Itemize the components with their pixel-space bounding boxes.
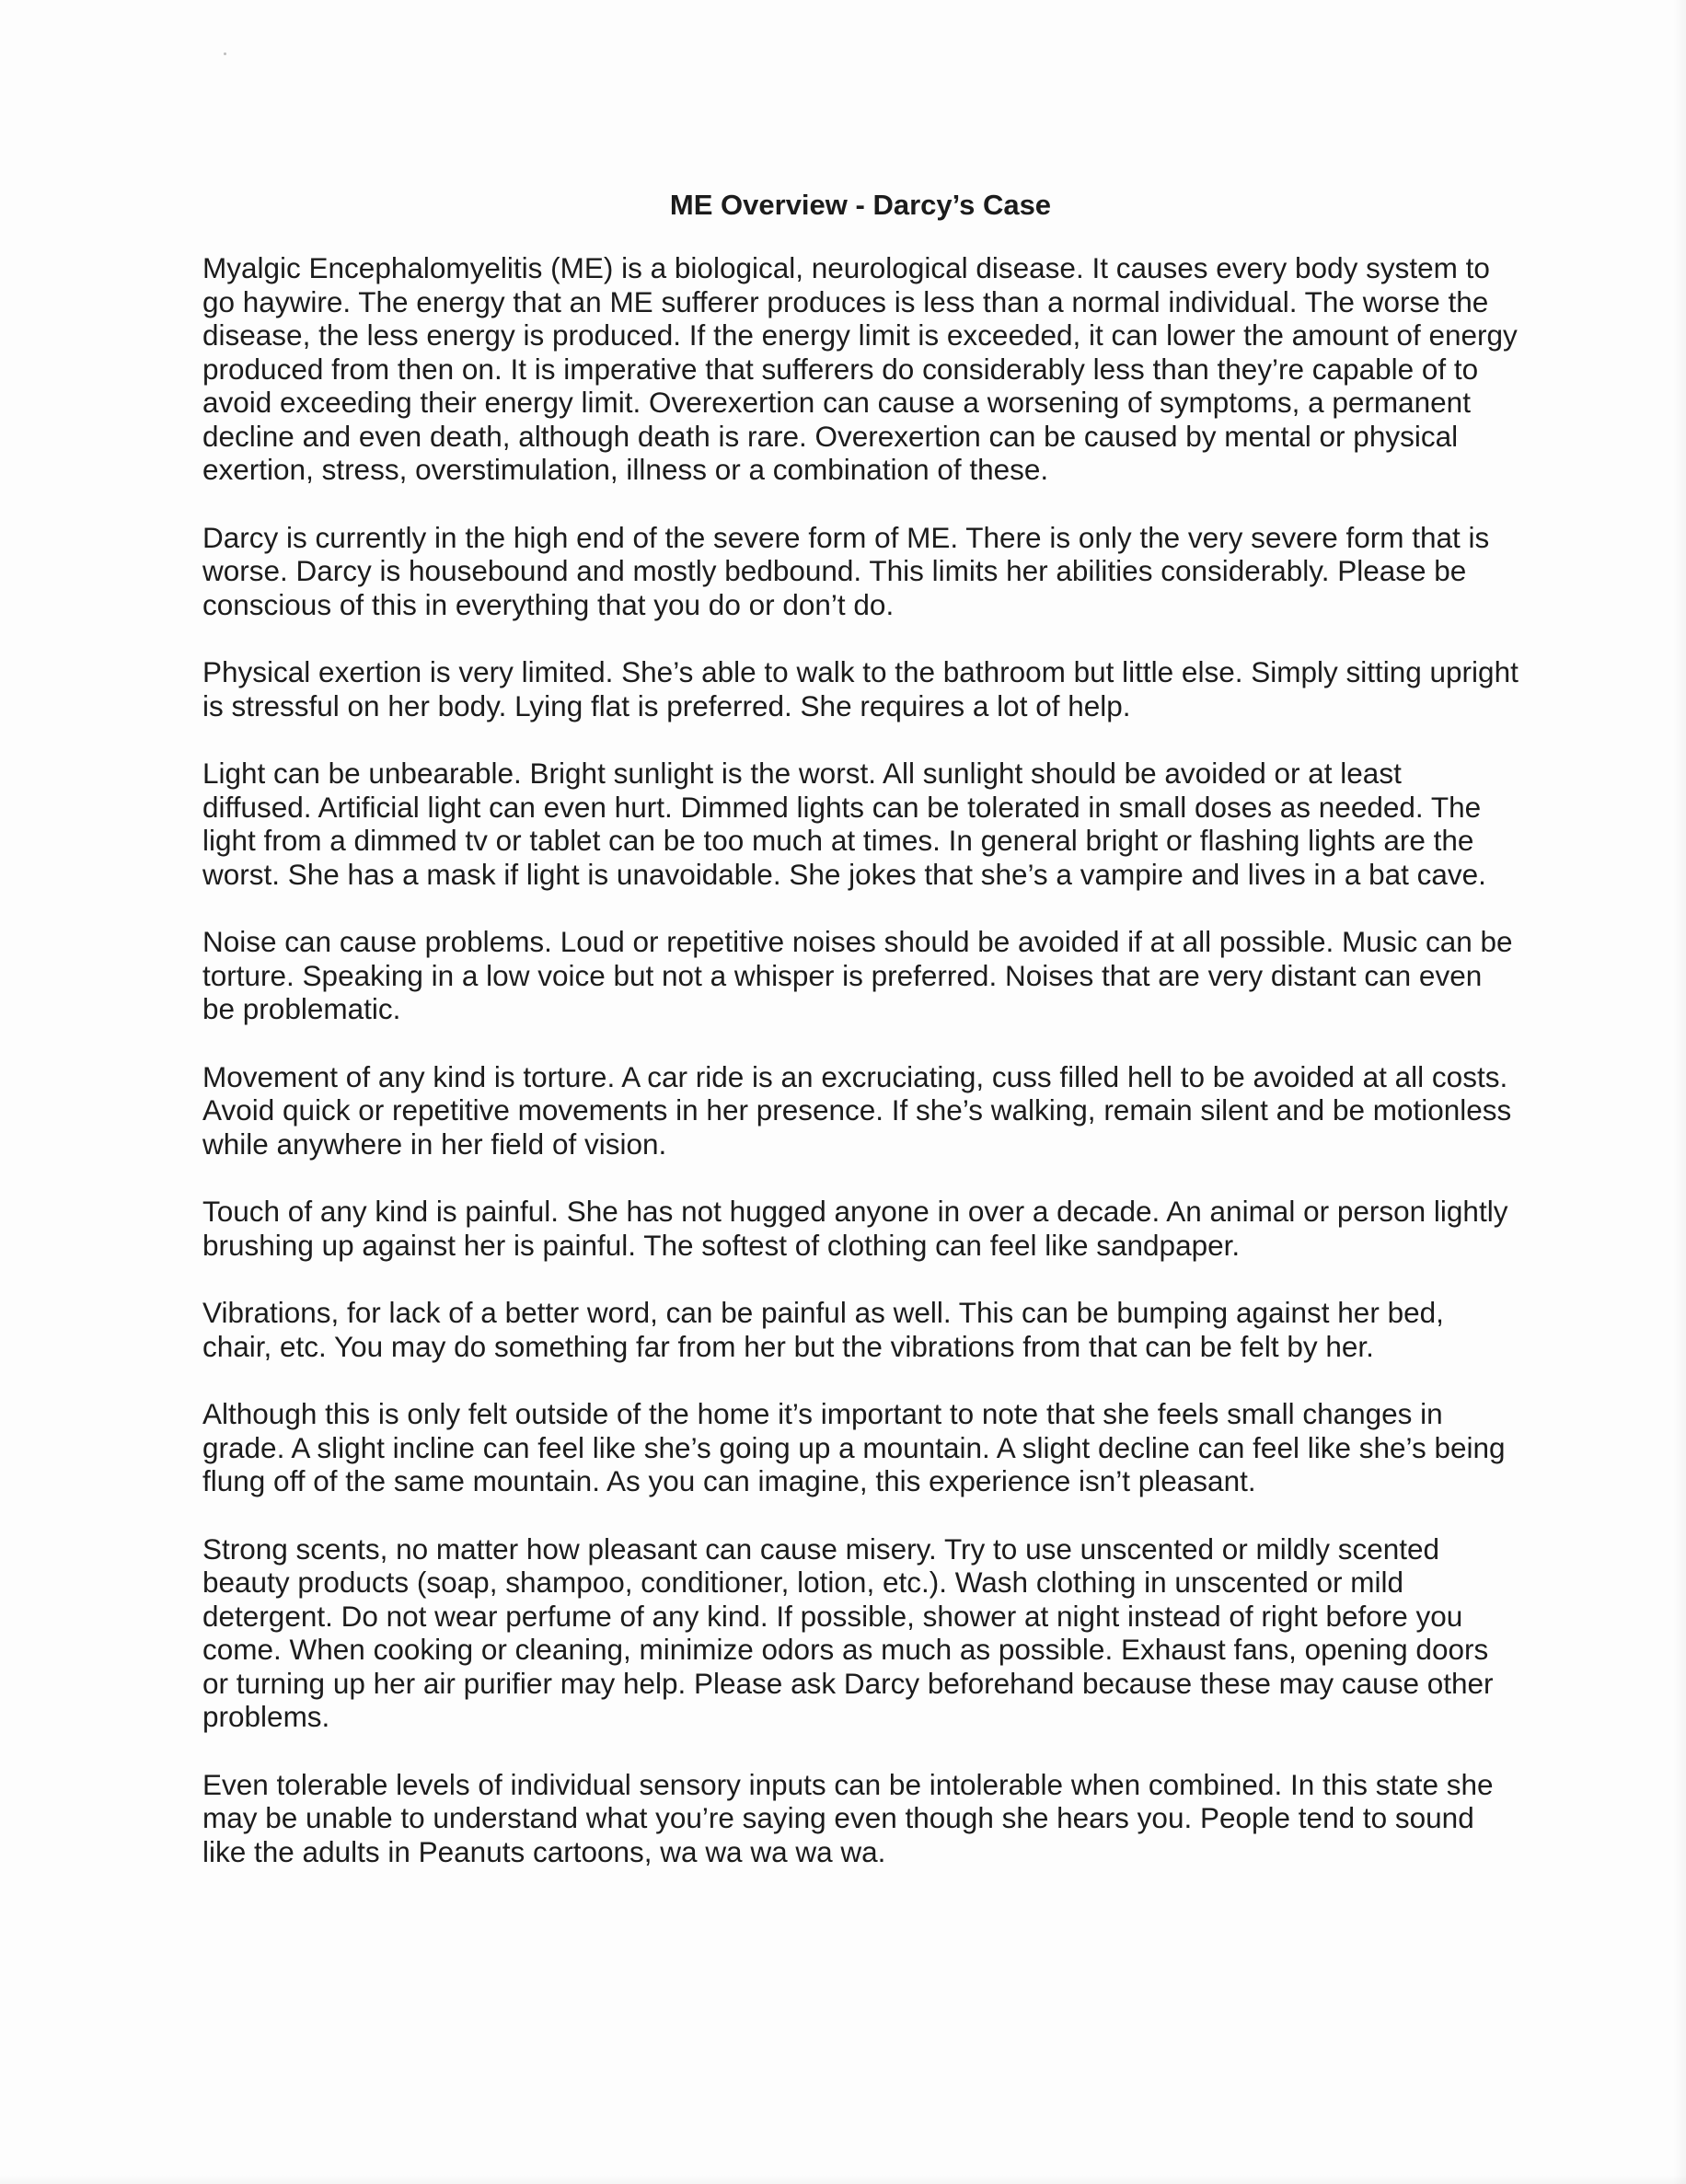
paragraph-combined-inputs: Even tolerable levels of individual sensory inputs can be intolerable when combined. In this state she may be unable to understand what you’re saying even though she hears you. People tend to sound like the adults in Peanuts cartoons, wa wa wa wa wa. xyxy=(202,1767,1494,1868)
paragraph-vibrations: Vibrations, for lack of a better word, can be painful as well. This can be bumping against her bed, chair, etc. You may do something far from her but the vibrations from that can be felt by her. xyxy=(202,1296,1444,1363)
paragraph-grade-changes: Although this is only felt outside of the home it’s important to note that she feels small changes in grade. A slight incline can feel like she’s going up a mountain. A slight decline can feel like she’s being flung off of the same mountain. As you can imagine, this experience isn’t pleasant. xyxy=(202,1397,1506,1497)
scan-bottom-shadow xyxy=(0,2175,1686,2184)
paragraph-severity: Darcy is currently in the high end of the severe form of ME. There is only the very severe form that is worse. Darcy is housebound and mostly bedbound. This limits her abilities considerably. Please be conscious of this in everything that you do or don’t do. xyxy=(202,520,1490,621)
paragraph-movement: Movement of any kind is torture. A car ride is an excruciating, cuss filled hell to be avoided at all costs. Avoid quick or repetitive movements in her presence. If she’s walking, remain silent and be motionless while anywhere in her field of vision. xyxy=(202,1059,1512,1161)
paragraph-noise: Noise can cause problems. Loud or repetitive noises should be avoided if at all possible. Music can be torture. Speaking in a low voice but not a whisper is preferred. Noises that are very distant can even be problematic. xyxy=(202,925,1513,1025)
paragraph-me-definition: Myalgic Encephalomyelitis (ME) is a biological, neurological disease. It causes every body system to go haywire. The energy that an ME sufferer produces is less than a normal individual. The worse the disease, the less energy is produced. If the energy limit is exceeded, it can lower the amount of energy produced from then on. It is imperative that sufferers do considerably less than they’re capable of to avoid exceeding their energy limit. Overexertion can cause a worsening of symptoms, a permanent decline and even death, although death is rare. Overexertion can be caused by mental or physical exertion, stress, overstimulation, illness or a combination of these. xyxy=(202,251,1518,486)
document-body xyxy=(202,179,1519,1902)
document-title: ME Overview - Darcy’s Case xyxy=(669,189,1052,221)
paragraph-touch: Touch of any kind is painful. She has not hugged anyone in over a decade. An animal or person lightly brushing up against her is painful. The softest of clothing can feel like sandpaper. xyxy=(202,1195,1508,1262)
paragraph-light: Light can be unbearable. Bright sunlight is the worst. All sunlight should be avoided or at least diffused. Artificial light can even hurt. Dimmed lights can be tolerated in small doses as needed. The light from a dimmed tv or tablet can be too much at times. In general bright or flashing lights are the worst. She has a mask if light is unavoidable. She jokes that she’s a vampire and lives in a bat cave. xyxy=(202,757,1486,891)
scan-speck xyxy=(224,52,226,55)
paragraph-scents: Strong scents, no matter how pleasant can cause misery. Try to use unscented or mildly scented beauty products (soap, shampoo, conditioner, lotion, etc.). Wash clothing in unscented or mild detergent. Do not wear perfume of any kind. If possible, shower at night instead of right before you come. When cooking or cleaning, minimize odors as much as possible. Exhaust fans, opening doors or turning up her air purifier may help. Please ask Darcy beforehand because these may cause other problems. xyxy=(202,1531,1494,1733)
paragraph-physical-exertion: Physical exertion is very limited. She’s able to walk to the bathroom but little else. Simply sitting upright is stressful on her body. Lying flat is preferred. She requires a lot of help. xyxy=(202,655,1519,722)
scan-edge-shadow xyxy=(1673,0,1686,2184)
